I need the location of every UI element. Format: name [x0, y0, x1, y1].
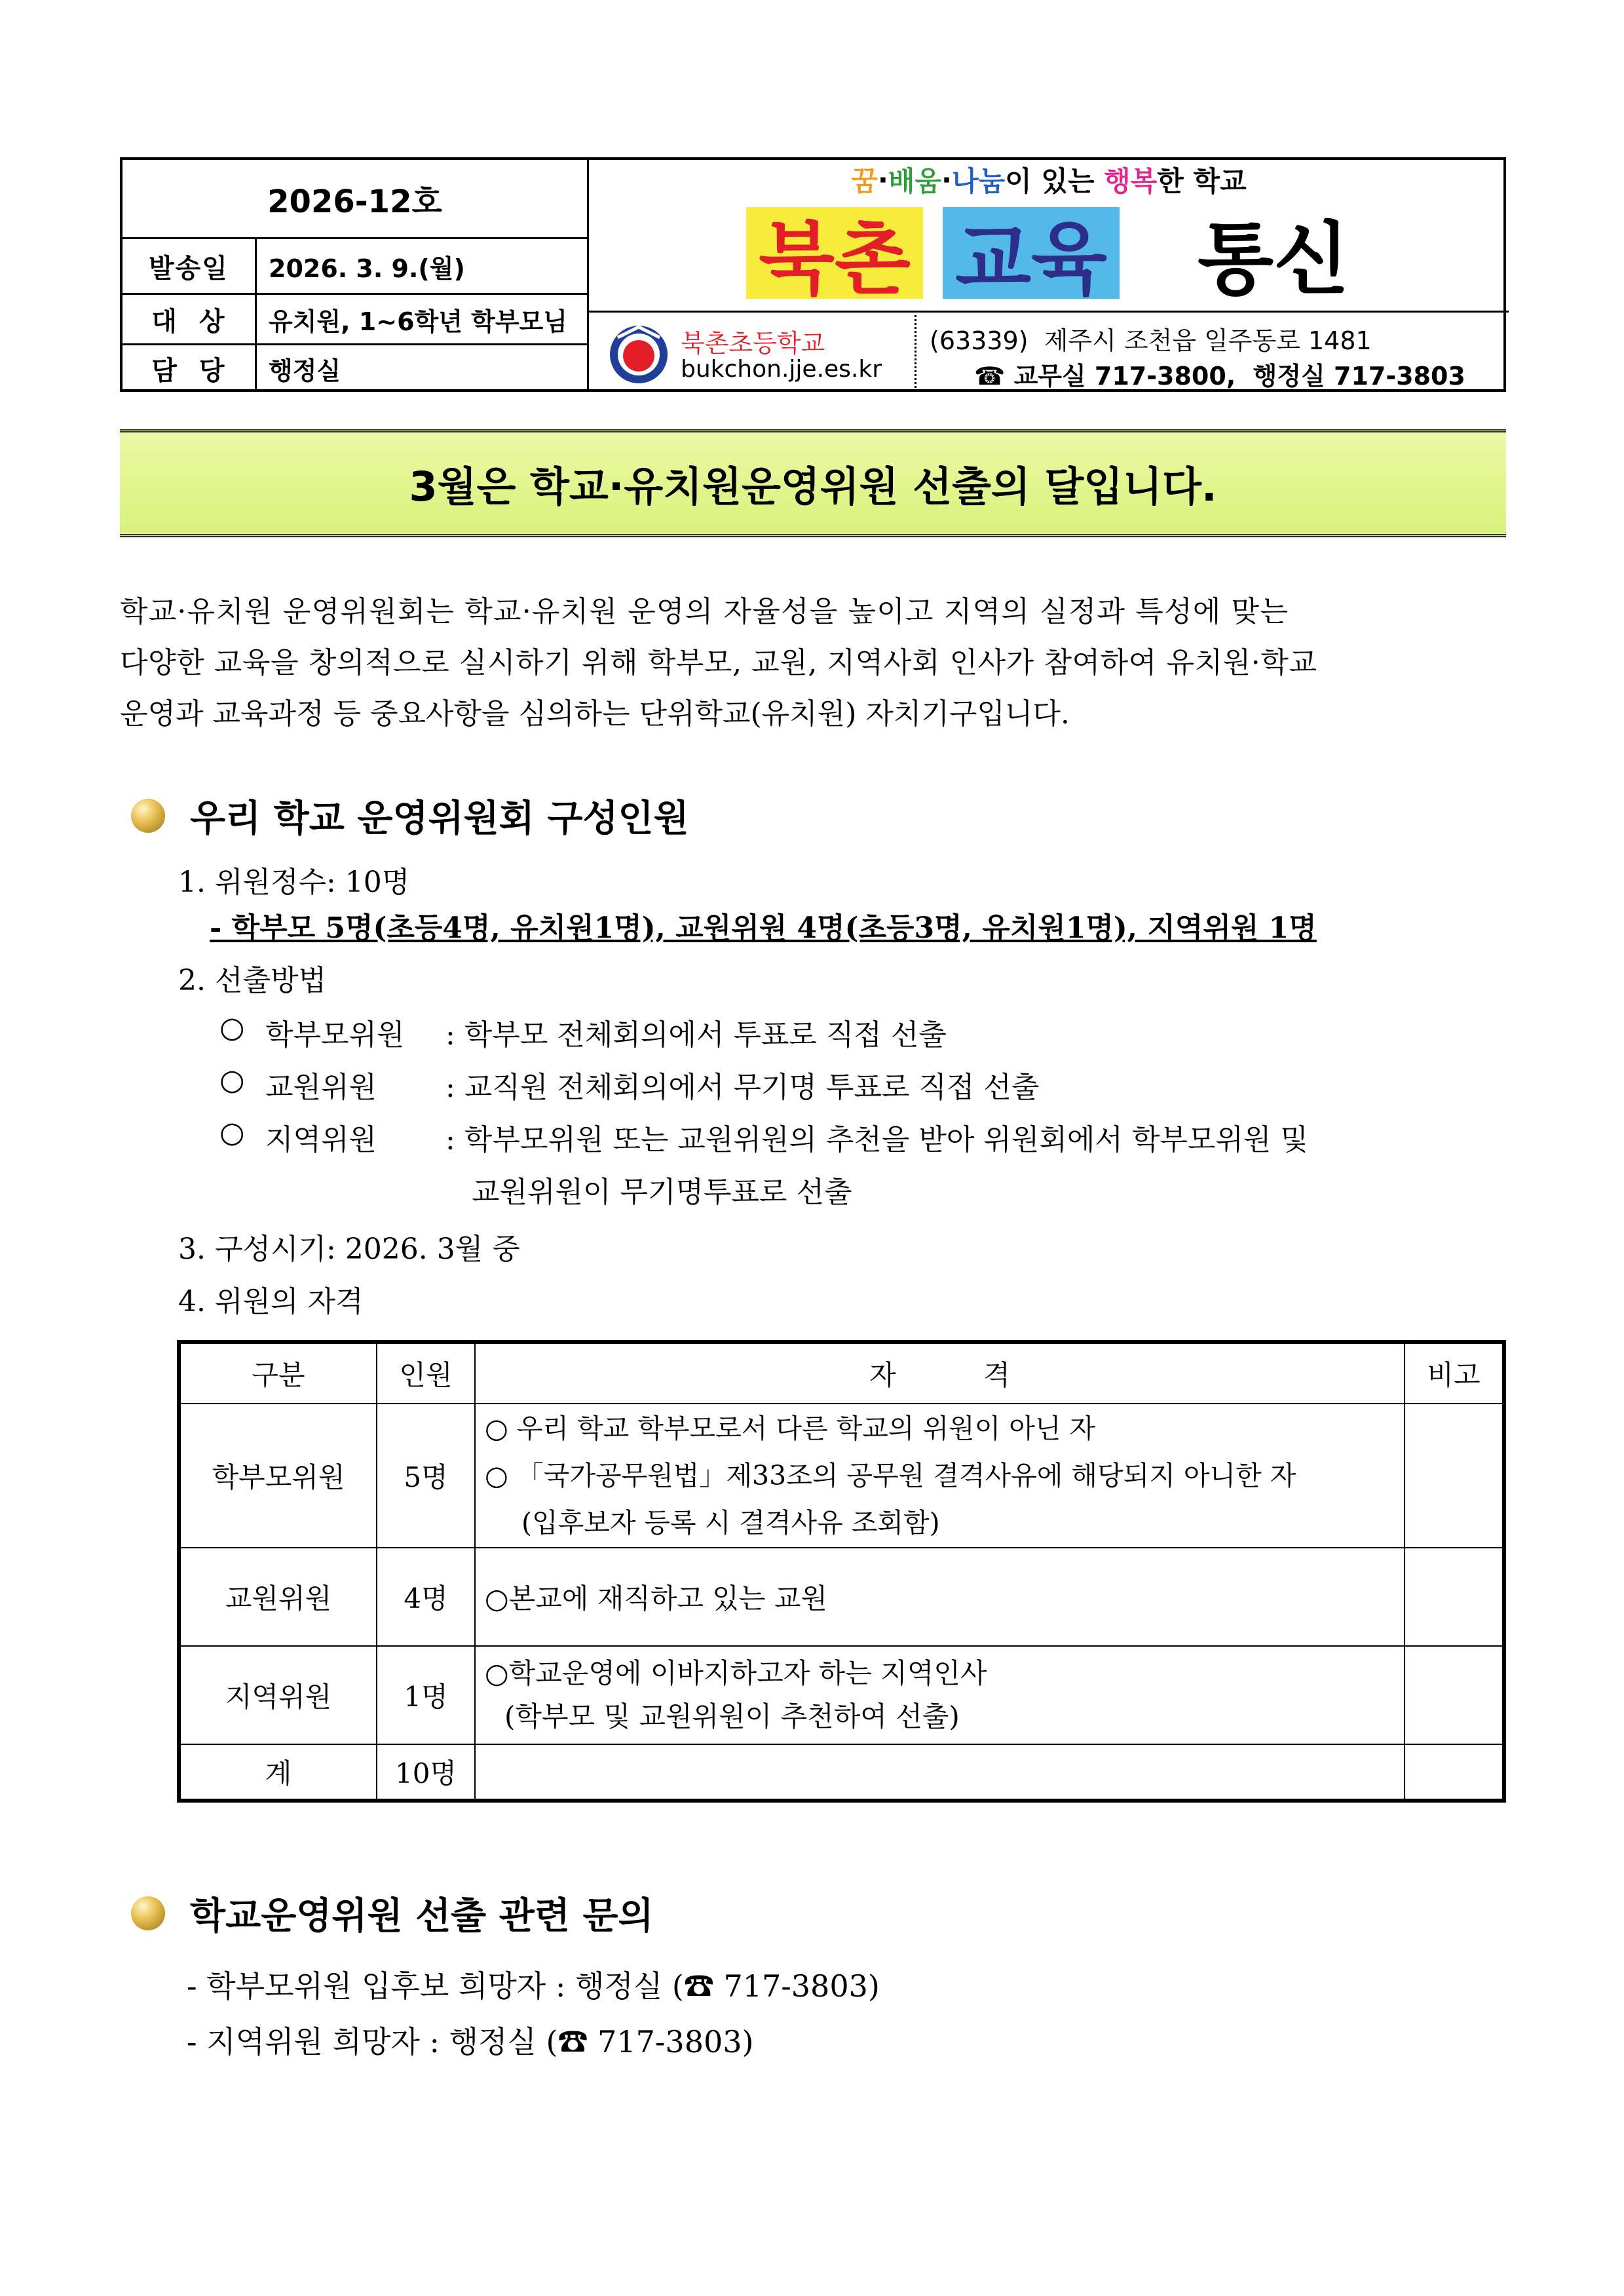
newsletter-header [120, 157, 1506, 392]
method-desc: : 교직원 전체회의에서 무기명 투표로 직접 선출 [445, 1071, 1040, 1104]
item-formation-period: 3. 구성시기: 2026. 3월 중 [178, 1233, 520, 1266]
method-bullet: ○ [219, 1063, 245, 1097]
row-note [1405, 1404, 1503, 1548]
row-category: 학부모위원 [180, 1404, 377, 1548]
qualification-line: ○본교에 재직하고 있는 교원 [485, 1582, 827, 1615]
intro-line: 다양한 교육을 창의적으로 실시하기 위해 학부모, 교원, 지역사회 인사가 참여하여 유치원·학교 [120, 646, 1317, 679]
row-category: 지역위원 [180, 1646, 377, 1744]
method-name: 지역위원 [265, 1123, 377, 1157]
newsletter-title [589, 199, 1509, 311]
audience-label: 대 상 [123, 295, 257, 345]
title-word-bukchon: 북촌 [746, 207, 923, 299]
item-qualification: 4. 위원의 자격 [178, 1285, 364, 1318]
section-heading [131, 790, 689, 842]
intro-paragraph [120, 586, 1506, 740]
row-qualification [475, 1744, 1405, 1799]
intro-line: 학교·유치원 운영위원회는 학교·유치원 운영의 자율성을 높이고 지역의 실정과 특성에 맞는 [120, 595, 1289, 628]
method-desc: : 학부모 전체회의에서 투표로 직접 선출 [445, 1018, 947, 1052]
qualification-line: (학부모 및 교원위원이 추천하여 선출) [504, 1700, 960, 1732]
table-row [180, 1646, 1503, 1744]
qualification-line: ○ 「국가공무원법」제33조의 공무원 결격사유에 해당되지 아니한 자 [485, 1460, 1296, 1491]
school-phones: ☎ 교무실 717-3800, 행정실 717-3803 [974, 362, 1465, 391]
table-row [180, 1548, 1503, 1646]
school-address-block [916, 311, 1509, 392]
section-title: 학교운영위원 선출 관련 문의 [190, 1895, 654, 1938]
col-header: 인원 [377, 1343, 475, 1404]
bullet-ball-icon [131, 1896, 165, 1930]
col-header: 자 격 [475, 1343, 1405, 1404]
title-banner: 3월은 학교·유치원운영위원 선출의 달입니다. [120, 429, 1506, 537]
row-count: 4명 [377, 1548, 475, 1646]
school-address: (63339) 제주시 조천읍 일주동로 1481 [930, 326, 1372, 355]
member-breakdown: - 학부모 5명(초등4명, 유치원1명), 교원위원 4명(초등3명, 유치원1명), 지역위원 1명 [210, 911, 1317, 945]
intro-line: 운영과 교육과정 등 중요사항을 심의하는 단위학교(유치원) 자치기구입니다. [120, 697, 1070, 731]
method-bullet: ○ [219, 1116, 245, 1149]
method-bullet: ○ [219, 1011, 245, 1044]
item-member-count: 1. 위원정수: 10명 [178, 866, 410, 899]
school-name: 북촌초등학교 [681, 329, 825, 358]
slogan-part: · [877, 163, 888, 196]
school-url[interactable]: bukchon.jje.es.kr [681, 356, 882, 383]
method-name: 교원위원 [265, 1071, 377, 1104]
col-header: 비고 [1405, 1343, 1503, 1404]
school-slogan [589, 160, 1509, 199]
row-qualification [475, 1404, 1405, 1548]
method-name: 학부모위원 [265, 1018, 405, 1052]
inquiry-line: - 지역위원 희망자 : 행정실 (☎ 717-3803) [187, 2024, 754, 2059]
row-note [1405, 1646, 1503, 1744]
slogan-part: 행복 [1104, 165, 1158, 197]
method-desc-continued: 교원위원이 무기명투표로 선출 [472, 1176, 852, 1209]
table-total-row [180, 1744, 1503, 1799]
method-desc: : 학부모위원 또는 교원위원의 추천을 받아 위원회에서 학부모위원 및 [445, 1123, 1308, 1157]
row-note [1405, 1548, 1503, 1646]
send-date-value: 2026. 3. 9.(월) [257, 239, 589, 295]
school-logo-icon [609, 324, 669, 385]
col-header: 구분 [180, 1343, 377, 1404]
row-count: 1명 [377, 1646, 475, 1744]
row-qualification [475, 1548, 1405, 1646]
slogan-part: · [941, 163, 953, 196]
contact-value: 행정실 [257, 345, 589, 392]
qualification-line: ○ 우리 학교 학부모로서 다른 학교의 위원이 아닌 자 [485, 1413, 1096, 1444]
row-note [1405, 1744, 1503, 1799]
issue-number: 2026-12호 [123, 160, 589, 239]
section-title: 우리 학교 운영위원회 구성인원 [190, 797, 689, 840]
row-category: 계 [180, 1744, 377, 1799]
qualification-table [177, 1340, 1506, 1803]
title-word-newsletter: 통신 [1198, 214, 1350, 305]
slogan-part: 꿈 [851, 165, 878, 197]
contact-label: 담 당 [123, 345, 257, 392]
table-header-row [180, 1343, 1503, 1404]
section-heading [131, 1887, 654, 1940]
row-category: 교원위원 [180, 1548, 377, 1646]
row-count: 10명 [377, 1744, 475, 1799]
send-date-label: 발송일 [123, 239, 257, 295]
slogan-part: 배움 [888, 165, 942, 197]
audience-value: 유치원, 1~6학년 학부모님 [257, 295, 589, 345]
slogan-part: 나눔 [952, 165, 1006, 197]
row-qualification [475, 1646, 1405, 1744]
bullet-ball-icon [131, 799, 165, 833]
table-row [180, 1404, 1503, 1548]
qualification-line: ○학교운영에 이바지하고자 하는 지역인사 [485, 1657, 987, 1689]
row-count: 5명 [377, 1404, 475, 1548]
school-info [589, 311, 916, 392]
title-word-education: 교육 [943, 207, 1120, 299]
qualification-line: (입후보자 등록 시 결격사유 조회함) [521, 1507, 940, 1539]
slogan-part: 이 있는 [1005, 165, 1105, 197]
inquiry-line: - 학부모위원 입후보 희망자 : 행정실 (☎ 717-3803) [187, 1968, 880, 2004]
item-election-method: 2. 선출방법 [178, 964, 326, 997]
slogan-part: 한 학교 [1157, 165, 1247, 197]
